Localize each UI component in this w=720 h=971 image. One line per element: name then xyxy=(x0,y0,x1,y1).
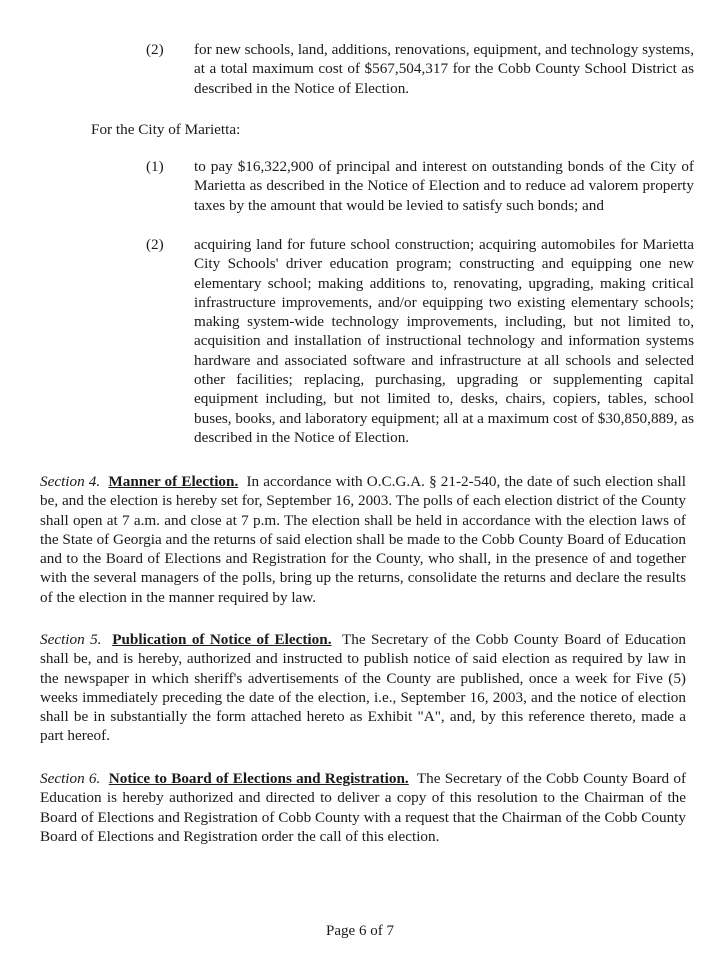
item-number: (2) xyxy=(146,41,164,58)
section-5 xyxy=(40,630,686,746)
section-text: The Secretary of the Cobb County Board of Education shall be, and is hereby, authorized and instructed to publish notice of said election as required by law in the newspaper in which sheriff's advertisements of the County are published, once a week for Five (5) weeks immediately preceding the date of the election, i.e., September 16, 2003, and the notice of election shall be in substantially the form attached hereto as Exhibit "A", and, by this reference thereto, made a part hereof. xyxy=(40,631,687,745)
page-number: Page 6 of 7 xyxy=(326,923,394,939)
section-text: The Secretary of the Cobb County Board of Education is hereby authorized and directed to deliver a copy of this resolution to the Chairman of the Board of Elections and Registration of Cobb County with a request that the Chairman of the Cobb County Board of Elections and Registration order the call of this election. xyxy=(40,770,687,845)
section-4 xyxy=(40,472,686,607)
section-label: Section 4. xyxy=(40,473,101,490)
marietta-item-1 xyxy=(146,157,694,215)
marietta-item-2 xyxy=(146,235,694,447)
county-item-2 xyxy=(146,40,694,98)
item-number: (1) xyxy=(146,158,164,175)
item-text: acquiring land for future school construction; acquiring automobiles for Marietta City Schools' driver education program; constructing and equipping one new elementary school; making additions to, renovating, upgrading, making critical infrastructure improvements, and/or equipping two existing elementary schools; making system-wide technology improvements, including, but not limited to, acquisition and installation of instructional technology and information systems hardware and associated software and infrastructure at all schools and selected other facilities; replacing, purchasing, upgrading or supplementing capital equipment including, but not limited to, desks, chairs, copiers, tables, school buses, books, and laboratory equipment; all at a maximum cost of $30,850,889, as described in the Notice of Election. xyxy=(194,236,694,446)
item-text: to pay $16,322,900 of principal and interest on outstanding bonds of the City of Marietta as described in the Notice of Election and to reduce ad valorem property taxes by the amount that would be levied to satisfy such bonds; and xyxy=(194,158,694,214)
section-title: Manner of Election. xyxy=(108,473,239,490)
section-label: Section 5. xyxy=(40,631,102,648)
item-text: for new schools, land, additions, renovations, equipment, and technology systems, at a total maximum cost of $567,504,317 for the Cobb County School District as described in the Notice of Election. xyxy=(194,41,694,97)
item-number: (2) xyxy=(146,236,164,253)
marietta-heading: For the City of Marietta: xyxy=(91,121,241,138)
section-title: Notice to Board of Elections and Registration. xyxy=(108,770,409,787)
section-text: In accordance with O.C.G.A. § 21-2-540, the date of such election shall be, and the election is hereby set for, September 16, 2003. The polls of each election district of the County shall open at 7 a.m. and close at 7 p.m. The election shall be held in accordance with the election laws of the State of Georgia and the returns of said election shall be made to the Cobb County Board of Education and to the Board of Elections and Registration for the County, who shall, in the presence of and together with the several managers of the polls, bring up the returns, consolidate the returns and declare the results of the election in the manner required by law. xyxy=(40,473,686,606)
section-label: Section 6. xyxy=(40,770,101,787)
section-title: Publication of Notice of Election. xyxy=(112,631,332,648)
section-6 xyxy=(40,769,686,846)
